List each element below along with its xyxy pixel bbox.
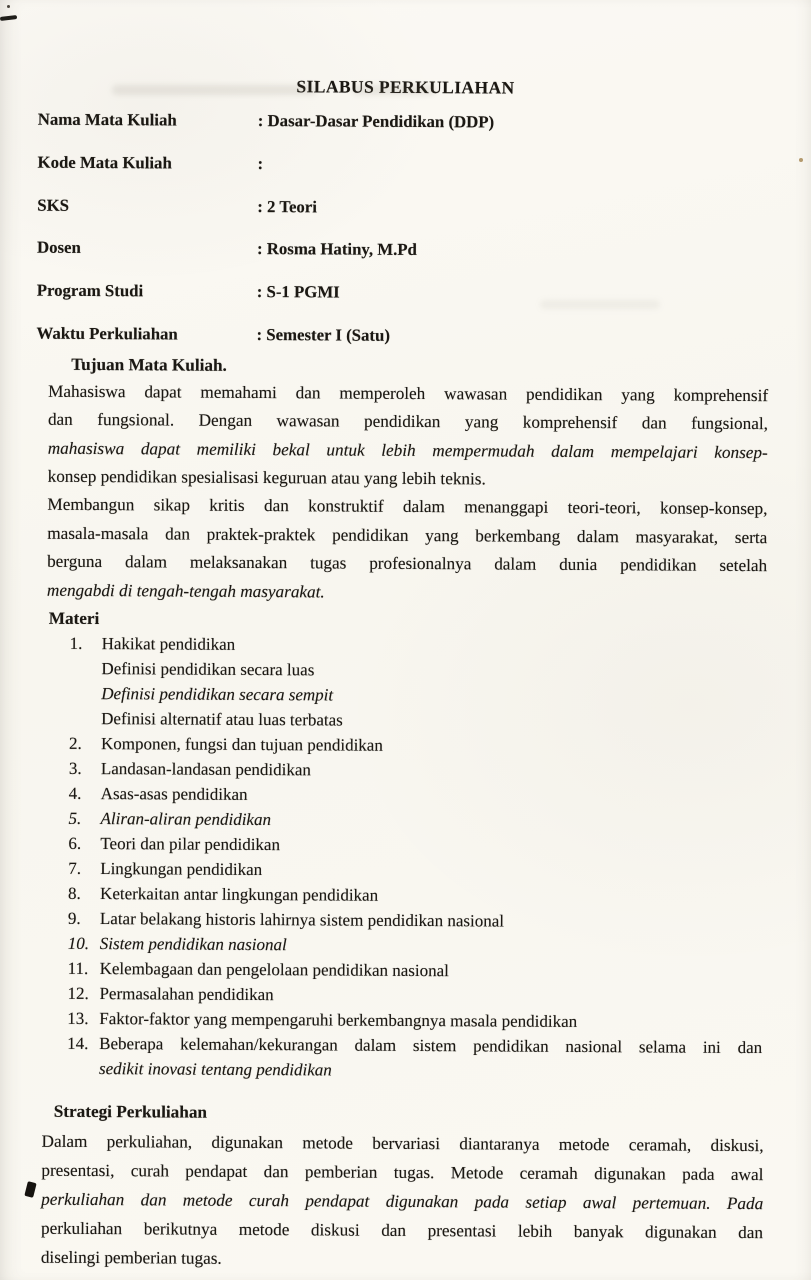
paragraph-line: konsep pendidikan spesialisasi keguruan atau yang lebih teknis. <box>47 466 486 489</box>
materi-item-text: Hakikat pendidikan <box>101 634 236 654</box>
materi-item-number: 3. <box>68 758 82 778</box>
paragraph-line: mahasiswa dapat memiliki bekal untuk lebih mempermudah dalam mempelajari konsep- <box>47 438 768 462</box>
strategi-heading: Strategi Perkuliahan <box>53 1101 208 1122</box>
paragraph-line: Membangun sikap kritis dan konstruktif dalam menanggapi teori-teori, konsep-konsep, <box>47 495 768 519</box>
materi-item-number <box>69 706 101 731</box>
paragraph-line: dan fungsional. Dengan wawasan pendidikan yang komprehensif dan fungsional, <box>47 409 769 434</box>
materi-item-text: Landasan-landasan pendidikan <box>100 759 311 780</box>
header-field-label: SKS <box>37 195 70 215</box>
materi-item-number: 1. <box>69 633 83 653</box>
header-field-value: : Semester I (Satu) <box>256 324 391 345</box>
header-field-label: Program Studi <box>36 280 144 301</box>
materi-item-number: 6. <box>68 833 82 853</box>
paragraph-line: Mahasiswa dapat memahami dan memperoleh wawasan pendidikan yang komprehensif <box>48 381 769 405</box>
header-field-row <box>37 281 810 329</box>
section-materi <box>46 607 808 1086</box>
materi-item-number: 11. <box>67 958 89 979</box>
materi-item-text: Komponen, fungsi dan tujuan pendidikan <box>100 734 383 755</box>
materi-item-number: 7. <box>68 858 82 878</box>
header-field-value: : Rosma Hatiny, M.Pd <box>256 239 417 260</box>
materi-item-number: 13. <box>67 1008 89 1029</box>
header-field-row <box>38 110 811 158</box>
header-fields <box>36 110 811 371</box>
materi-item-number: 4. <box>68 783 82 803</box>
header-field-value: : Dasar-Dasar Pendidikan (DDP) <box>257 111 495 132</box>
materi-item-text: Faktor-faktor yang mempengaruhi berkembangnya masala pendidikan <box>99 1009 578 1032</box>
paragraph-line: masala-masala dan praktek-praktek pendidikan yang berkembang dalam masyarakat, serta <box>47 523 768 547</box>
header-field-value: : S-1 PGMI <box>256 282 340 302</box>
materi-item-text: Definisi pendidikan secara sempit <box>101 684 334 705</box>
materi-item-text: Asas-asas pendidikan <box>100 784 248 804</box>
header-field-row <box>37 238 810 286</box>
materi-list <box>67 631 765 1085</box>
materi-item-text: Definisi alternatif atau luas terbatas <box>101 709 343 730</box>
scan-ghost-smudge <box>112 85 317 95</box>
materi-item-number: 8. <box>68 883 81 903</box>
paragraph-line: presentasi, curah pendapat dan pemberian tugas. Metode ceramah digunakan pada awal <box>41 1160 764 1185</box>
materi-item-number <box>69 656 101 681</box>
materi-item-text: Permasalahan pendidikan <box>99 984 274 1005</box>
header-field-row <box>37 195 810 243</box>
section-tujuan <box>0 353 809 609</box>
materi-item-text: Aliran-aliran pendidikan <box>100 809 272 830</box>
header-field-label: Dosen <box>36 238 81 258</box>
paragraph-line: diselingi pemberian tugas. <box>40 1247 222 1268</box>
paragraph-line: mengabdi di tengah-tengah masyarakat. <box>46 580 325 602</box>
header-field-row <box>37 152 810 200</box>
materi-item-number: 2. <box>68 733 82 753</box>
paragraph-line: perkuliahan dan metode curah pendapat digunakan pada setiap awal pertemuan. Pada <box>41 1189 764 1214</box>
materi-item-text: Lingkungan pendidikan <box>100 859 263 880</box>
materi-item-number <box>67 1056 99 1081</box>
tujuan-heading: Tujuan Mata Kuliah. <box>71 354 227 375</box>
document-title: SILABUS PERKULIAHAN <box>296 76 515 98</box>
header-field-value: : <box>257 153 264 173</box>
tujuan-body <box>47 378 768 610</box>
materi-item-text: Sistem pendidikan nasional <box>99 934 287 955</box>
paragraph-line: berguna dalam melaksanakan tugas profesionalnya dalam dunia pendidikan setelah <box>47 551 768 576</box>
paragraph-line: Dalam perkuliahan, digunakan metode bervariasi diantaranya metode ceramah, diskusi, <box>41 1131 764 1156</box>
materi-item-text: Beberapa kelemahan/kekurangan dalam sistem pendidikan nasional selama ini dan <box>99 1034 763 1058</box>
materi-item-subline <box>67 1056 762 1085</box>
scan-ghost-smudge <box>540 300 660 309</box>
materi-item-text: Definisi pendidikan secara luas <box>101 659 315 680</box>
scan-speck-icon <box>7 5 10 8</box>
paragraph-line: perkuliahan berikutnya metode diskusi dan presentasi lebih banyak digunakan dan <box>40 1218 764 1243</box>
scan-dot-icon <box>799 158 803 162</box>
header-field-label: Waktu Perkuliahan <box>36 323 178 344</box>
materi-item-text: Latar belakang historis lahirnya sistem pendidikan nasional <box>99 909 505 931</box>
section-strategi <box>41 1101 805 1277</box>
strategi-body <box>41 1127 764 1276</box>
materi-item-number: 9. <box>67 908 81 928</box>
materi-heading: Materi <box>48 608 100 629</box>
header-field-value: : 2 Teori <box>257 196 318 216</box>
materi-item-number: 10. <box>67 933 90 954</box>
materi-item-number <box>69 681 101 706</box>
materi-item-text: Teori dan pilar pendidikan <box>100 834 281 855</box>
materi-item-text: sedikit inovasi tentang pendidikan <box>98 1059 332 1080</box>
materi-item-text: Keterkaitan antar lingkungan pendidikan <box>100 884 379 905</box>
materi-item-text: Kelembagaan dan pengelolaan pendidikan nasional <box>99 959 450 981</box>
materi-item-number: 5. <box>68 808 82 828</box>
header-field-label: Kode Mata Kuliah <box>37 152 172 173</box>
materi-item-number: 12. <box>67 983 89 1004</box>
materi-item-number: 14. <box>67 1033 89 1054</box>
header-field-label: Nama Mata Kuliah <box>37 109 177 130</box>
scan-ghost-smudge <box>352 85 437 95</box>
